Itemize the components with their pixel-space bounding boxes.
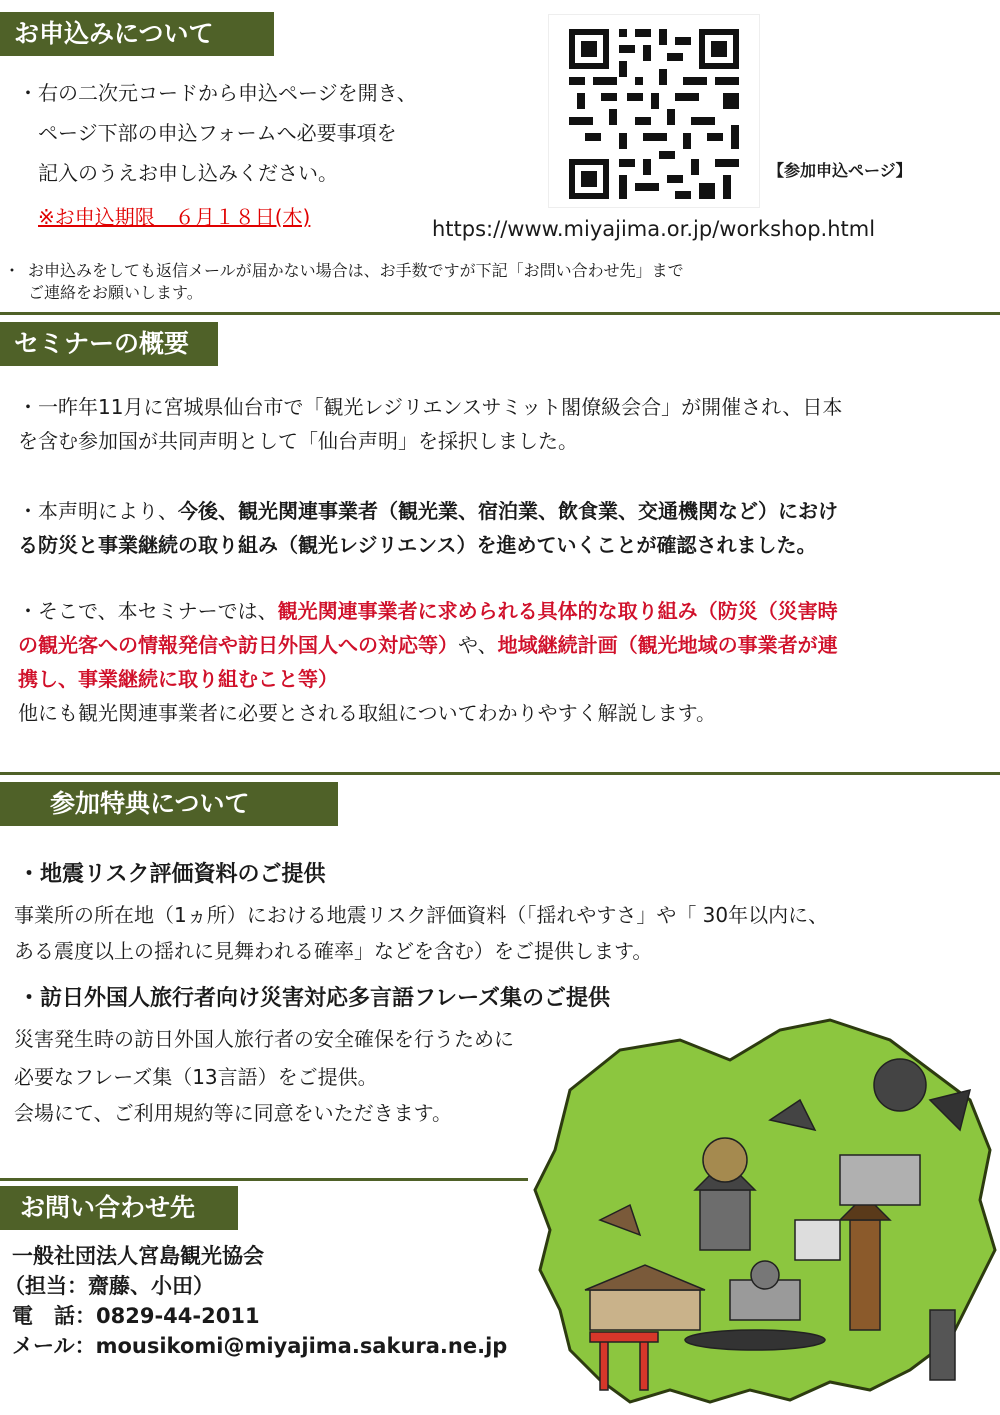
- overview-p3-red-2: の観光客への情報発信や訪日外国人への対応等）: [18, 633, 458, 657]
- benefit-2-title: ・訪日外国人旅行者向け災害対応多言語フレーズ集のご提供: [18, 986, 611, 1011]
- benefit-1-line-1: 事業所の所在地（1ヵ所）における地震リスク評価資料（「揺れやすさ」や「 30年以内に、: [14, 903, 829, 927]
- benefit-1-line-2: ある震度以上の揺れに見舞われる確率」などを含む）をご提供します。: [14, 939, 653, 963]
- overview-p3-line-2: [18, 632, 838, 658]
- contact-email[interactable]: メール：mousikomi@miyajima.sakura.ne.jp: [12, 1334, 508, 1358]
- hiroshima-map-illustration: [530, 1010, 1000, 1415]
- overview-p3-line-3: 携し、事業継続に取り組むこと等）: [18, 667, 338, 691]
- overview-p2-bold-1: 今後、観光関連事業者（観光業、宿泊業、飲食業、交通機関など）におけ: [178, 499, 838, 523]
- castle-icon: [700, 1190, 750, 1250]
- ghost-icon: [874, 1059, 926, 1111]
- qr-code-icon: [549, 15, 759, 207]
- benefit-1-title: ・地震リスク評価資料のご提供: [18, 862, 326, 887]
- divider-benefits: [0, 772, 1000, 775]
- submarine-icon: [685, 1330, 825, 1350]
- application-deadline: ※お申込期限 ６月１８日(木): [38, 205, 311, 229]
- torii-icon: [600, 1340, 608, 1390]
- overview-p3-intro: ・そこで、本セミナーでは、: [18, 599, 278, 623]
- lighthouse-icon: [930, 1310, 955, 1380]
- contact-person: （担当：齋藤、小田）: [4, 1274, 214, 1298]
- overview-p2-line-1: [18, 498, 838, 524]
- overview-p2-line-2: る防災と事業継続の取り組み（観光レジリエンス）を進めていくことが確認されました。: [18, 533, 817, 557]
- pagoda-icon: [850, 1220, 880, 1330]
- section-header-benefits: 参加特典について: [0, 782, 338, 826]
- note-line-2: ご連絡をお願いします。: [28, 283, 203, 302]
- application-line-1: ・右の二次元コードから申込ページを開き、: [18, 81, 417, 105]
- overview-p1-line-2: を含む参加国が共同声明として「仙台声明」を採択しました。: [18, 429, 578, 453]
- application-url[interactable]: https://www.miyajima.or.jp/workshop.html: [432, 217, 876, 241]
- sake-icon: [795, 1220, 840, 1260]
- divider-contact: [0, 1178, 528, 1181]
- benefit-2-line-3: 会場にて、ご利用規約等に同意をいただきます。: [14, 1101, 452, 1125]
- benefit-2-line-1: 災害発生時の訪日外国人旅行者の安全確保を行うために: [14, 1027, 514, 1051]
- street-icon: [840, 1155, 920, 1205]
- overview-p3-red-1: 観光関連事業者に求められる具体的な取り組み（防災（災害時: [277, 599, 838, 623]
- application-line-3: 記入のうえお申し込みください。: [38, 161, 338, 185]
- divider-overview: [0, 312, 1000, 315]
- overview-p1-line-1: ・一昨年11月に宮城県仙台市で「観光レジリエンスサミット閣僚級会合」が開催され、日本: [18, 395, 843, 419]
- shrine-icon: [590, 1290, 700, 1330]
- qr-caption: 【参加申込ページ】: [768, 161, 912, 180]
- benefit-2-line-2: 必要なフレーズ集（13言語）をご提供。: [14, 1065, 378, 1089]
- overview-p3-red-3: 地域継続計画（観光地域の事業者が連: [497, 633, 838, 657]
- overview-p2-intro: ・本声明により、: [18, 499, 178, 523]
- overview-p3-conj: や、: [458, 633, 498, 657]
- overview-p3-line-1: [18, 598, 838, 624]
- contact-organization: 一般社団法人宮島観光協会: [12, 1244, 264, 1268]
- note-line-1: お申込みをしても返信メールが届かない場合は、お手数ですが下記「お問い合わせ先」まで: [28, 261, 684, 280]
- qr-code-image[interactable]: [548, 14, 760, 208]
- section-header-application: お申込みについて: [0, 12, 274, 56]
- section-header-overview: セミナーの概要: [0, 322, 218, 366]
- section-header-contact: お問い合わせ先: [0, 1186, 238, 1230]
- contact-phone[interactable]: 電 話：0829-44-2011: [12, 1304, 260, 1328]
- overview-p3-line-4: 他にも観光関連事業者に必要とされる取組についてわかりやすく解説します。: [18, 701, 716, 725]
- note-bullet: ・: [4, 261, 21, 280]
- application-line-2: ページ下部の申込フォームへ必要事項を: [38, 121, 397, 145]
- bowl-icon: [703, 1138, 747, 1182]
